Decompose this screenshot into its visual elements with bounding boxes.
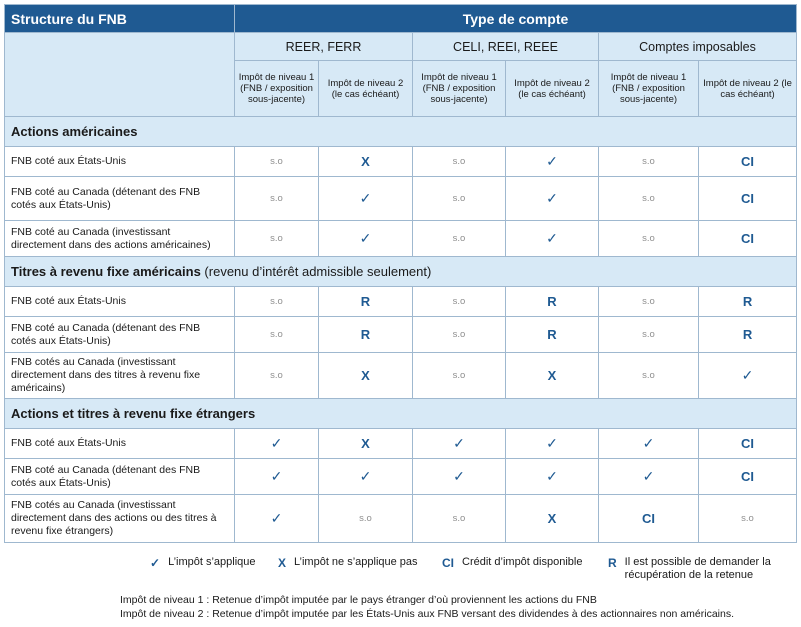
row-label: FNB coté au Canada (détenant des FNB cotés aux États-Unis) [5, 177, 235, 221]
table-row [5, 317, 797, 353]
not-applicable-text: s.o [270, 296, 283, 307]
r-mark-icon: R [608, 556, 617, 570]
ci-mark-icon: CI [741, 231, 755, 246]
value-cell [235, 353, 319, 399]
value-cell [319, 429, 413, 459]
value-cell [506, 287, 599, 317]
value-cell [699, 317, 797, 353]
table-row [5, 221, 797, 257]
value-cell [699, 287, 797, 317]
section-us-equities [5, 117, 797, 147]
value-cell [319, 353, 413, 399]
legend-text: L’impôt ne s’applique pas [294, 556, 418, 568]
value-cell [413, 287, 506, 317]
footnote-level1: Impôt de niveau 1 : Retenue d’impôt imputée par le pays étranger d’où proviennent les actions du FNB [120, 594, 597, 606]
group-header-celi: CELI, REEI, REEE [413, 33, 599, 61]
value-cell [599, 177, 699, 221]
value-cell [699, 147, 797, 177]
check-icon: ✓ [741, 367, 754, 383]
x-mark-icon: X [278, 556, 287, 570]
section-title-text: Actions et titres à revenu fixe étrangers [11, 406, 256, 421]
legend-text: Crédit d’impôt disponible [462, 556, 583, 568]
legend-item-recovery [608, 556, 798, 582]
check-icon: ✓ [270, 510, 283, 526]
value-cell [319, 221, 413, 257]
not-applicable-text: s.o [452, 193, 466, 204]
not-applicable-text: s.o [270, 193, 283, 204]
table-row [5, 147, 797, 177]
check-icon: ✓ [359, 468, 372, 484]
legend-item-applies [150, 556, 256, 570]
ci-mark-icon: CI [741, 154, 755, 169]
value-cell [599, 147, 699, 177]
r-mark-icon: R [360, 327, 371, 342]
value-cell [319, 177, 413, 221]
section-title [5, 117, 797, 147]
table-row [5, 459, 797, 495]
value-cell [599, 459, 699, 495]
value-cell [235, 429, 319, 459]
table-row [5, 495, 797, 543]
row-label: FNB coté au Canada (investissant directement dans des actions américaines) [5, 221, 235, 257]
x-mark-icon: X [361, 154, 370, 169]
ci-mark-icon: CI [642, 511, 655, 526]
check-icon: ✓ [642, 435, 655, 451]
value-cell [413, 429, 506, 459]
row-label: FNB coté au Canada (détenant des FNB cotés aux États-Unis) [5, 459, 235, 495]
subheader-reer-level2: Impôt de niveau 2 (le cas échéant) [319, 61, 413, 117]
not-applicable-text: s.o [452, 370, 466, 381]
value-cell [599, 221, 699, 257]
value-cell [235, 147, 319, 177]
x-mark-icon: X [361, 436, 370, 451]
check-icon: ✓ [150, 556, 161, 570]
value-cell [506, 221, 599, 257]
legend-item-credit [442, 556, 582, 570]
value-cell [506, 177, 599, 221]
value-cell [413, 353, 506, 399]
value-cell [413, 495, 506, 543]
legend-item-not-applies [278, 556, 418, 570]
value-cell [235, 459, 319, 495]
row-label: FNB cotés au Canada (investissant directement dans des actions ou des titres à revenu fixe étrangers) [5, 495, 235, 543]
not-applicable-text: s.o [270, 370, 283, 381]
legend-text: Il est possible de demander la récupération de la retenue [624, 556, 771, 581]
check-icon: ✓ [546, 435, 558, 451]
not-applicable-text: s.o [452, 296, 466, 307]
group-header-taxable: Comptes imposables [599, 33, 797, 61]
check-icon: ✓ [270, 468, 283, 484]
value-cell [319, 147, 413, 177]
check-icon: ✓ [270, 435, 283, 451]
ci-mark-icon: CI [741, 436, 755, 451]
section-title [5, 399, 797, 429]
table-row [5, 287, 797, 317]
value-cell [413, 459, 506, 495]
value-cell [699, 177, 797, 221]
footnote-level2: Impôt de niveau 2 : Retenue d’impôt imputée par les États-Unis aux FNB versant des dividendes à des actionnaires non américains. [120, 608, 734, 620]
row-label: FNB coté aux États-Unis [5, 147, 235, 177]
check-icon: ✓ [453, 468, 465, 484]
value-cell [319, 495, 413, 543]
check-icon: ✓ [546, 468, 558, 484]
check-icon: ✓ [453, 435, 465, 451]
not-applicable-text: s.o [642, 193, 655, 204]
x-mark-icon: X [547, 368, 557, 383]
x-mark-icon: X [547, 511, 557, 526]
not-applicable-text: s.o [452, 513, 466, 524]
r-mark-icon: R [742, 327, 753, 342]
value-cell [699, 221, 797, 257]
legend [150, 556, 800, 586]
fnb-tax-table [4, 4, 797, 543]
check-icon: ✓ [642, 468, 655, 484]
not-applicable-text: s.o [452, 233, 466, 244]
check-icon: ✓ [546, 153, 558, 169]
row-label: FNB coté aux États-Unis [5, 287, 235, 317]
check-icon: ✓ [546, 230, 558, 246]
value-cell [599, 353, 699, 399]
value-cell [413, 317, 506, 353]
not-applicable-text: s.o [359, 513, 372, 524]
table-row [5, 429, 797, 459]
not-applicable-text: s.o [642, 329, 655, 340]
footnotes [120, 593, 734, 621]
value-cell [235, 177, 319, 221]
value-cell [319, 459, 413, 495]
not-applicable-text: s.o [452, 156, 466, 167]
subheader-reer-level1: Impôt de niveau 1 (FNB / exposition sous-jacente) [235, 61, 319, 117]
value-cell [506, 147, 599, 177]
not-applicable-text: s.o [642, 233, 655, 244]
section-foreign [5, 399, 797, 429]
not-applicable-text: s.o [270, 329, 283, 340]
group-header-reer: REER, FERR [235, 33, 413, 61]
not-applicable-text: s.o [642, 296, 655, 307]
value-cell [699, 429, 797, 459]
r-mark-icon: R [360, 294, 371, 309]
row-label: FNB cotés au Canada (investissant directement dans des titres à revenu fixe américains) [5, 353, 235, 399]
value-cell [599, 287, 699, 317]
structure-header: Structure du FNB [5, 5, 235, 33]
not-applicable-text: s.o [642, 370, 655, 381]
row-label: FNB coté au Canada (détenant des FNB cotés aux États-Unis) [5, 317, 235, 353]
table-row [5, 177, 797, 221]
value-cell [413, 221, 506, 257]
value-cell [599, 429, 699, 459]
value-cell [599, 495, 699, 543]
x-mark-icon: X [361, 368, 370, 383]
table-row [5, 353, 797, 399]
value-cell [235, 495, 319, 543]
check-icon: ✓ [546, 190, 558, 206]
header-blank-cell [5, 33, 235, 117]
not-applicable-text: s.o [741, 513, 754, 524]
section-note: (revenu d’intérêt admissible seulement) [200, 264, 432, 279]
value-cell [699, 459, 797, 495]
not-applicable-text: s.o [452, 329, 466, 340]
r-mark-icon: R [547, 294, 557, 309]
ci-mark-icon: CI [741, 191, 755, 206]
value-cell [599, 317, 699, 353]
not-applicable-text: s.o [642, 156, 655, 167]
check-icon: ✓ [359, 190, 372, 206]
value-cell [699, 353, 797, 399]
value-cell [413, 147, 506, 177]
value-cell [319, 317, 413, 353]
subheader-celi-level2: Impôt de niveau 2 (le cas échéant) [506, 61, 599, 117]
subheader-taxable-level1: Impôt de niveau 1 (FNB / exposition sous-jacente) [599, 61, 699, 117]
value-cell [699, 495, 797, 543]
subheader-celi-level1: Impôt de niveau 1 (FNB / exposition sous-jacente) [413, 61, 506, 117]
value-cell [506, 429, 599, 459]
value-cell [235, 317, 319, 353]
value-cell [319, 287, 413, 317]
section-title [5, 257, 797, 287]
value-cell [506, 459, 599, 495]
r-mark-icon: R [742, 294, 753, 309]
check-icon: ✓ [359, 230, 372, 246]
value-cell [235, 287, 319, 317]
legend-text: L’impôt s’applique [168, 556, 256, 568]
not-applicable-text: s.o [270, 156, 283, 167]
ci-mark-icon: CI [442, 556, 454, 570]
subheader-taxable-level2: Impôt de niveau 2 (le cas échéant) [699, 61, 797, 117]
value-cell [506, 353, 599, 399]
section-title-text: Actions américaines [11, 124, 138, 139]
ci-mark-icon: CI [741, 469, 755, 484]
value-cell [506, 317, 599, 353]
account-type-header: Type de compte [235, 5, 797, 33]
r-mark-icon: R [547, 327, 557, 342]
section-us-fixed-income [5, 257, 797, 287]
value-cell [506, 495, 599, 543]
section-title-text: Titres à revenu fixe américains [11, 264, 201, 279]
row-label: FNB coté aux États-Unis [5, 429, 235, 459]
value-cell [413, 177, 506, 221]
value-cell [235, 221, 319, 257]
not-applicable-text: s.o [270, 233, 283, 244]
